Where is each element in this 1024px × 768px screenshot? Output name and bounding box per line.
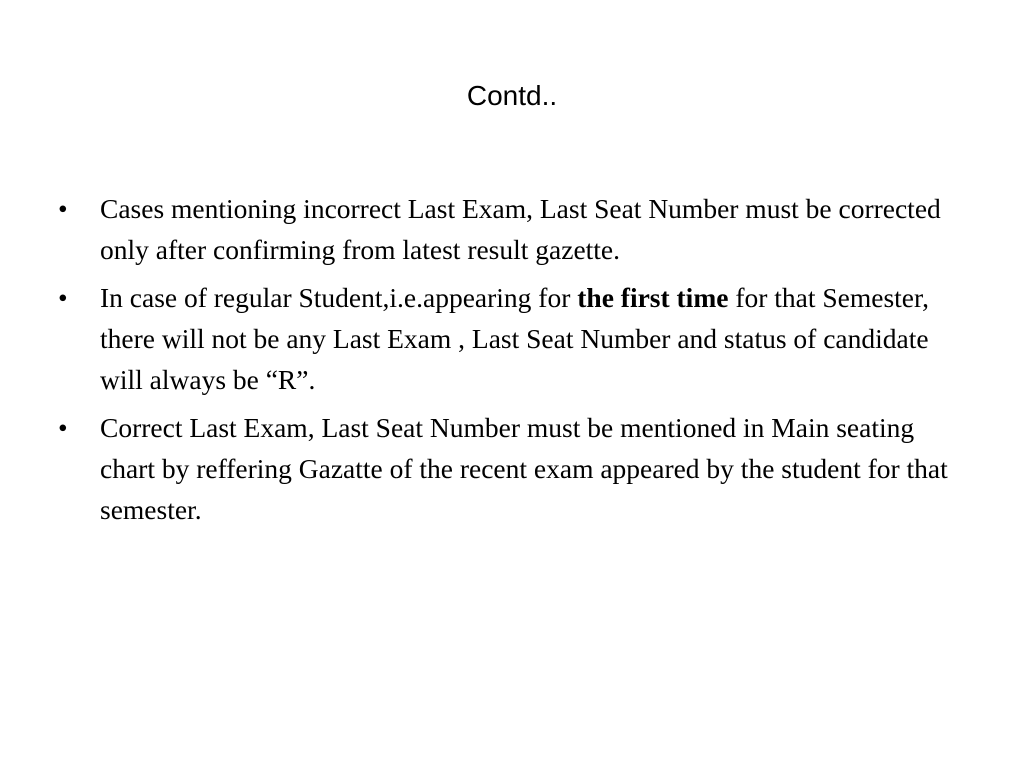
bullet-item — [58, 277, 958, 400]
slide-title: Contd.. — [466, 80, 558, 111]
bullet-text-before: In case of regular Student,i.e.appearing for — [100, 282, 578, 313]
bullet-text-bold: the first time — [577, 282, 729, 313]
bullet-item — [58, 407, 958, 530]
bullet-list — [58, 188, 958, 537]
bullet-marker: • — [58, 412, 68, 443]
bullet-text — [100, 282, 929, 395]
bullet-text-after: for that Semester, there will not be any Last Exam , Last Seat Number and status of candidate will always be “R”. — [100, 282, 929, 395]
bullet-item — [58, 188, 958, 270]
bullet-text: Correct Last Exam, Last Seat Number must be mentioned in Main seating chart by reffering Gazatte of the recent exam appeared by the student for that semester. — [100, 412, 948, 525]
bullet-marker: • — [58, 193, 68, 224]
bullet-marker: • — [58, 282, 68, 313]
bullet-text: Cases mentioning incorrect Last Exam, Last Seat Number must be corrected only after confirming from latest result gazette. — [100, 193, 941, 265]
